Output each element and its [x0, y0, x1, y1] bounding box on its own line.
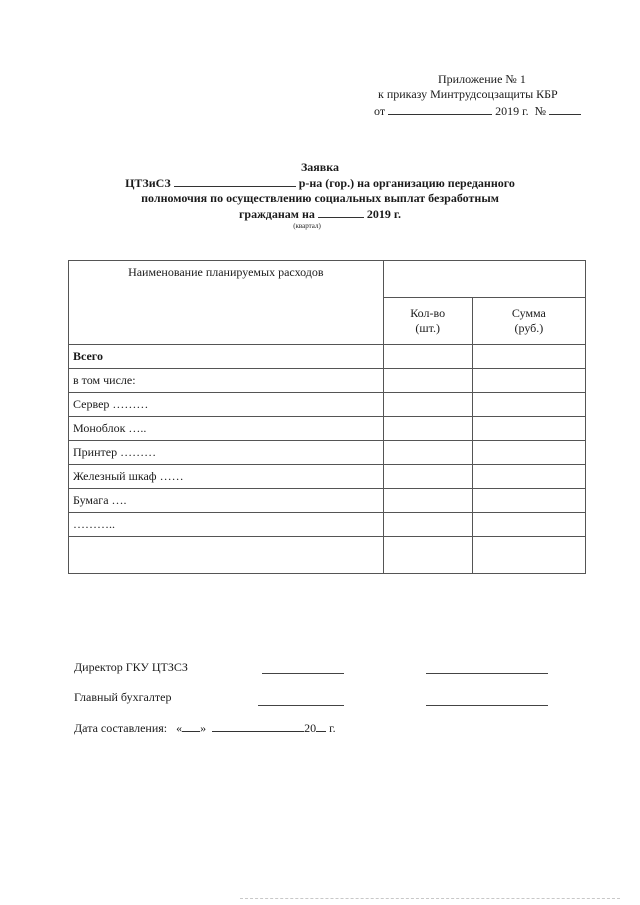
row-label: Железный шкаф ……	[69, 465, 384, 489]
row-qty	[383, 417, 472, 441]
title-line-3: полномочия по осуществлению социальных выплат безработным	[141, 191, 499, 205]
title-heading: Заявка	[300, 160, 340, 174]
row-label: в том числе:	[69, 369, 384, 393]
header-sum-line2: (руб.)	[514, 321, 544, 335]
document-title	[0, 160, 640, 230]
row-qty	[383, 345, 472, 369]
compilation-date-row	[74, 720, 336, 736]
header-quantity-line1: Кол-во	[410, 306, 446, 320]
date-century: 20	[304, 721, 317, 735]
header-quantity-line2: (шт.)	[415, 321, 440, 335]
row-qty	[383, 393, 472, 417]
date-label: Дата составления:	[74, 721, 168, 735]
row-label	[69, 537, 384, 574]
row-qty	[383, 369, 472, 393]
quarter-blank	[318, 206, 364, 218]
row-sum	[472, 441, 585, 465]
appendix-date-blank	[388, 103, 492, 115]
title-line-4	[0, 206, 640, 222]
row-sum	[472, 393, 585, 417]
header-sum	[472, 298, 585, 345]
header-blank-cell	[383, 261, 585, 298]
row-sum	[472, 465, 585, 489]
district-blank	[174, 175, 296, 187]
header-quantity	[383, 298, 472, 345]
row-sum	[472, 537, 585, 574]
table-row	[69, 345, 586, 369]
table-row	[69, 441, 586, 465]
date-year-blank	[316, 720, 326, 732]
row-label: Принтер ………	[69, 441, 384, 465]
table-row	[69, 393, 586, 417]
scan-artifact-line	[240, 898, 620, 901]
title-line-2-tail: р-на (гор.) на организацию переданного	[298, 176, 515, 190]
table-row	[69, 417, 586, 441]
director-name-blank	[426, 672, 548, 674]
date-close-quote: »	[200, 721, 207, 735]
director-signature-blank	[262, 672, 344, 674]
table-header-row	[69, 261, 586, 298]
accountant-name-blank	[426, 704, 548, 706]
director-signature-label: Директор ГКУ ЦТЗСЗ	[74, 660, 188, 674]
date-month-blank	[212, 720, 304, 732]
appendix-number-blank	[549, 103, 581, 115]
table-row	[69, 513, 586, 537]
title-line-2	[0, 175, 640, 191]
table-row	[69, 489, 586, 513]
appendix-number-label: №	[534, 104, 547, 118]
row-sum	[472, 489, 585, 513]
quarter-note: (квартал)	[293, 222, 321, 230]
expenses-table	[68, 260, 586, 574]
title-line-4-head: гражданам на	[238, 207, 315, 221]
appendix-title: Приложение № 1	[438, 72, 526, 86]
title-org-label: ЦТЗиСЗ	[125, 176, 171, 190]
appendix-date-line	[374, 103, 581, 119]
accountant-signature-blank	[258, 704, 344, 706]
date-year-suffix: г.	[329, 721, 336, 735]
row-qty	[383, 489, 472, 513]
row-label: Сервер ………	[69, 393, 384, 417]
table-row	[69, 465, 586, 489]
header-sum-line1: Сумма	[511, 306, 546, 320]
appendix-from-label: от	[374, 104, 386, 118]
header-expense-name: Наименование планируемых расходов	[69, 261, 384, 345]
row-qty	[383, 513, 472, 537]
date-day-blank	[182, 720, 200, 732]
row-qty	[383, 441, 472, 465]
appendix-year: 2019 г.	[495, 104, 529, 118]
table-row	[69, 537, 586, 574]
date-open-quote: «	[176, 721, 183, 735]
row-label: Бумага ….	[69, 489, 384, 513]
row-qty	[383, 465, 472, 489]
row-label: Всего	[69, 345, 384, 369]
row-sum	[472, 345, 585, 369]
appendix-order-ref: к приказу Минтрудсоцзащиты КБР	[378, 87, 558, 101]
row-label: Моноблок …..	[69, 417, 384, 441]
row-sum	[472, 417, 585, 441]
title-line-4-year: 2019 г.	[366, 207, 401, 221]
row-sum	[472, 513, 585, 537]
row-qty	[383, 537, 472, 574]
accountant-signature-label: Главный бухгалтер	[74, 690, 172, 704]
row-label: ………..	[69, 513, 384, 537]
row-sum	[472, 369, 585, 393]
table-row	[69, 369, 586, 393]
